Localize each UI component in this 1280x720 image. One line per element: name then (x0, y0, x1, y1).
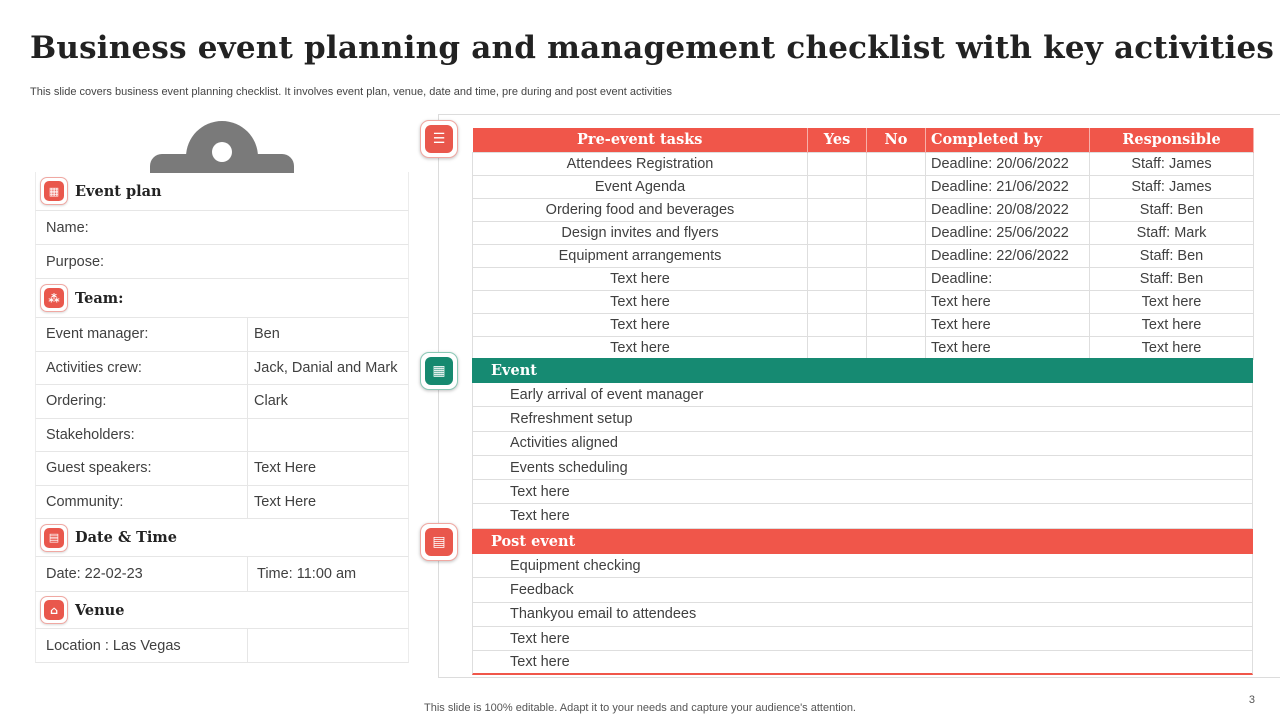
responsible-cell: Text here (1090, 336, 1254, 359)
list-item: Text here (472, 651, 1253, 675)
no-cell (867, 175, 926, 198)
pre-event-table (472, 128, 1254, 360)
task-cell: Equipment arrangements (473, 244, 808, 267)
post-event-list (472, 554, 1253, 675)
column-header: Completed by (926, 128, 1090, 152)
team-row (35, 452, 409, 486)
yes-cell (808, 244, 867, 267)
event-section-header: Event (472, 358, 1253, 383)
no-cell (867, 267, 926, 290)
event-details-panel (35, 172, 409, 663)
yes-cell (808, 290, 867, 313)
no-cell (867, 221, 926, 244)
task-cell: Ordering food and beverages (473, 198, 808, 221)
section-event-plan (35, 172, 409, 211)
yes-cell (808, 221, 867, 244)
responsible-cell: Staff: Ben (1090, 198, 1254, 221)
completed-by-cell: Deadline: (926, 267, 1090, 290)
table-row (473, 267, 1254, 290)
team-row (35, 385, 409, 419)
yes-cell (808, 336, 867, 359)
yes-cell (808, 313, 867, 336)
event-list (472, 383, 1253, 529)
no-cell (867, 198, 926, 221)
date-value: Date: 22-02-23 (36, 557, 248, 591)
yes-cell (808, 267, 867, 290)
list-item: Text here (472, 504, 1253, 528)
list-item: Early arrival of event manager (472, 383, 1253, 407)
table-header-row (473, 128, 1254, 152)
calendar-grid-icon: ▦ (40, 177, 68, 205)
section-team (35, 279, 409, 318)
footer-note: This slide is 100% editable. Adapt it to your needs and capture your audience's attention. (424, 702, 856, 714)
task-cell: Attendees Registration (473, 152, 808, 175)
list-item: Text here (472, 480, 1253, 504)
field-label: Ordering: (36, 385, 248, 418)
task-cell: Event Agenda (473, 175, 808, 198)
task-cell: Text here (473, 290, 808, 313)
list-item: Feedback (472, 578, 1253, 602)
calendar-icon: ▤ (40, 524, 68, 552)
responsible-cell: Staff: Mark (1090, 221, 1254, 244)
section-heading: Date & Time (75, 529, 177, 546)
location-icon: ⌂ (40, 596, 68, 624)
responsible-cell: Text here (1090, 290, 1254, 313)
no-cell (867, 290, 926, 313)
column-header: Responsible (1090, 128, 1254, 152)
field-value: Clark (254, 393, 288, 410)
column-header: No (867, 128, 926, 152)
team-row (35, 318, 409, 352)
column-header: Pre-event tasks (473, 128, 808, 152)
table-row (473, 175, 1254, 198)
table-row (473, 290, 1254, 313)
list-item: Activities aligned (472, 432, 1253, 456)
page-title: Business event planning and management checklist with key activities (30, 30, 1275, 66)
location-value: Location : Las Vegas (36, 629, 248, 662)
team-row (35, 352, 409, 386)
no-cell (867, 244, 926, 267)
completed-by-cell: Deadline: 20/06/2022 (926, 152, 1090, 175)
section-venue (35, 592, 409, 629)
field-label: Stakeholders: (36, 419, 248, 452)
field-label: Purpose: (46, 253, 105, 270)
responsible-cell: Staff: Ben (1090, 244, 1254, 267)
table-row (473, 152, 1254, 175)
task-cell: Text here (473, 336, 808, 359)
section-heading: Team: (75, 289, 124, 307)
field-purpose (35, 245, 409, 279)
venue-empty-cell (248, 629, 408, 662)
venue-row (35, 629, 409, 663)
section-heading: Event plan (75, 182, 162, 200)
table-row (473, 221, 1254, 244)
responsible-cell: Staff: James (1090, 175, 1254, 198)
list-item: Thankyou email to attendees (472, 603, 1253, 627)
list-item: Text here (472, 627, 1253, 651)
clipboard-clip-icon (150, 121, 294, 173)
list-item: Refreshment setup (472, 407, 1253, 431)
task-cell: Design invites and flyers (473, 221, 808, 244)
time-value: Time: 11:00 am (257, 566, 357, 582)
page-subtitle: This slide covers business event planning checklist. It involves event plan, venue, date and time, pre during and post event activities (30, 86, 673, 98)
completed-by-cell: Deadline: 25/06/2022 (926, 221, 1090, 244)
completed-by-cell: Deadline: 22/06/2022 (926, 244, 1090, 267)
date-time-row (35, 557, 409, 592)
list-item: Equipment checking (472, 554, 1253, 578)
yes-cell (808, 152, 867, 175)
table-row (473, 336, 1254, 359)
field-label: Activities crew: (36, 352, 248, 385)
completed-by-cell: Deadline: 21/06/2022 (926, 175, 1090, 198)
post-event-section-header: Post event (472, 529, 1253, 554)
team-row (35, 486, 409, 520)
completed-by-cell: Text here (926, 313, 1090, 336)
completed-by-cell: Text here (926, 290, 1090, 313)
document-icon: ▤ (420, 523, 458, 561)
completed-by-cell: Text here (926, 336, 1090, 359)
no-cell (867, 336, 926, 359)
yes-cell (808, 198, 867, 221)
team-row (35, 419, 409, 453)
building-icon: ▦ (420, 352, 458, 390)
field-name (35, 211, 409, 245)
completed-by-cell: Deadline: 20/08/2022 (926, 198, 1090, 221)
responsible-cell: Staff: James (1090, 152, 1254, 175)
no-cell (867, 152, 926, 175)
yes-cell (808, 175, 867, 198)
checklist-icon: ☰ (420, 120, 458, 158)
team-icon: ⁂ (40, 284, 68, 312)
field-value: Text Here (254, 460, 317, 477)
section-heading: Venue (75, 601, 125, 619)
no-cell (867, 313, 926, 336)
field-value: Text Here (254, 493, 317, 510)
responsible-cell: Text here (1090, 313, 1254, 336)
task-cell: Text here (473, 313, 808, 336)
field-value: Jack, Danial and Mark (254, 359, 398, 376)
list-item: Events scheduling (472, 456, 1253, 480)
field-label: Event manager: (36, 318, 248, 351)
task-cell: Text here (473, 267, 808, 290)
page-number: 3 (1248, 694, 1255, 706)
table-row (473, 244, 1254, 267)
field-label: Community: (36, 486, 248, 519)
field-value (248, 419, 408, 452)
section-date-time (35, 519, 409, 557)
field-label: Name: (46, 219, 89, 236)
column-header: Yes (808, 128, 867, 152)
table-row (473, 313, 1254, 336)
field-value: Ben (254, 326, 280, 343)
field-label: Guest speakers: (36, 452, 248, 485)
responsible-cell: Staff: Ben (1090, 267, 1254, 290)
table-row (473, 198, 1254, 221)
